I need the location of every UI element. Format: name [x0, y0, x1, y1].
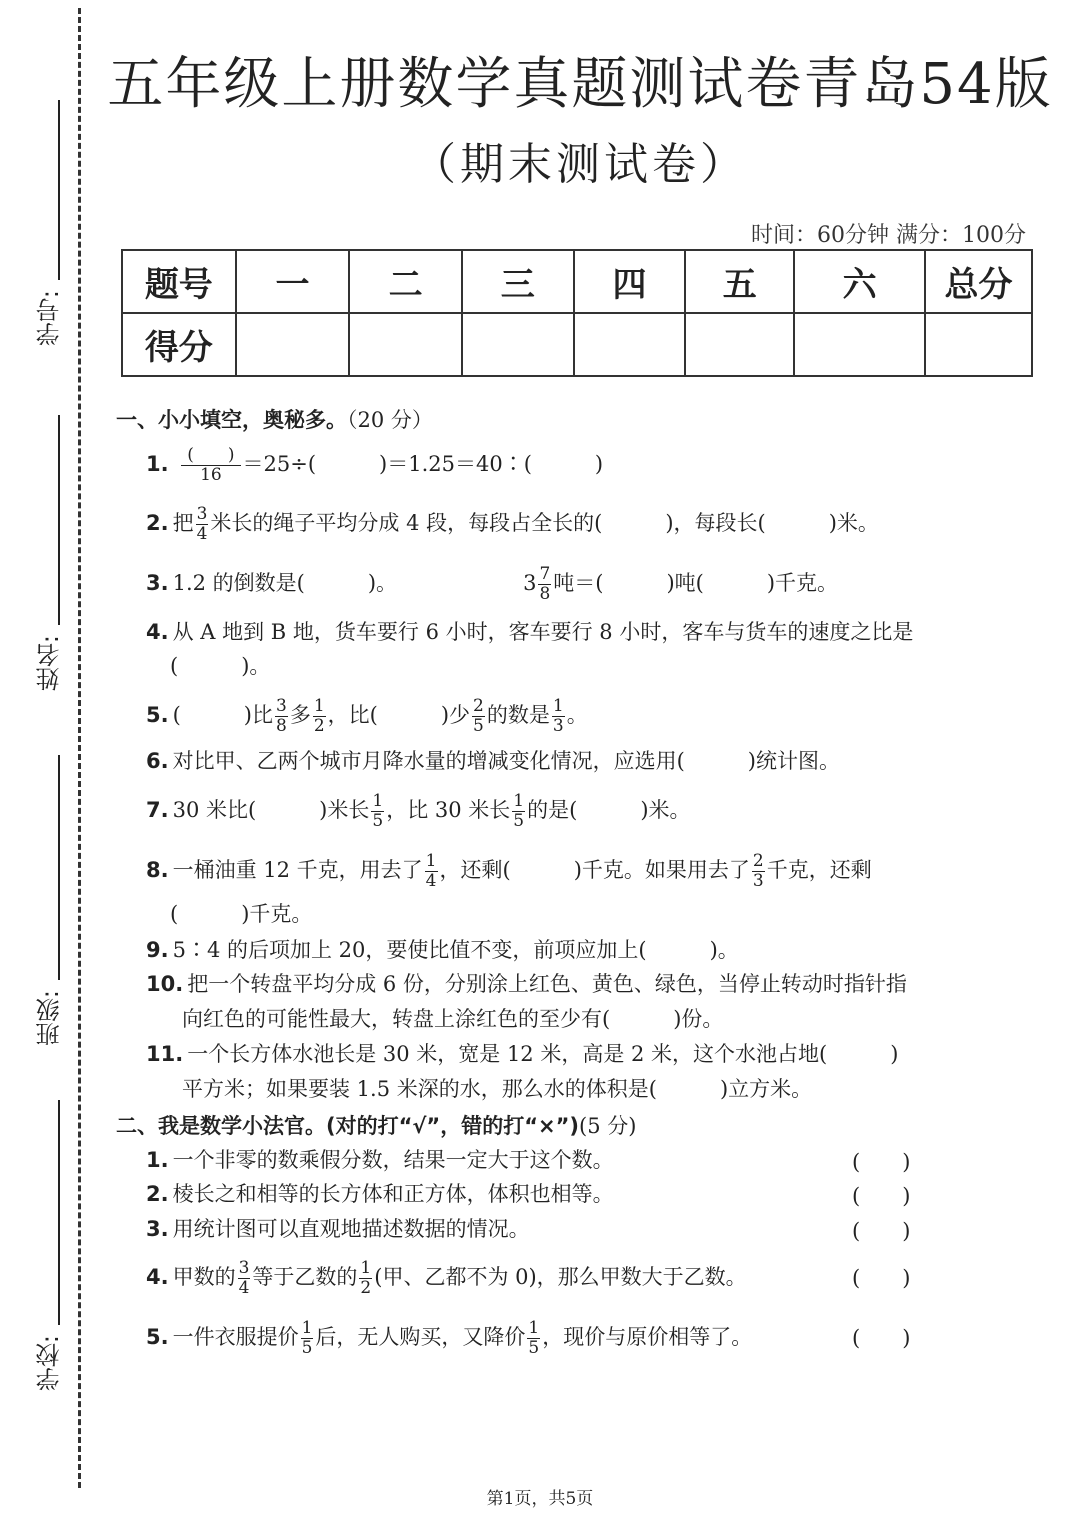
question-text: 的是( )米。 — [527, 798, 691, 822]
fraction-denominator: 8 — [275, 716, 287, 736]
fraction-numerator: 1 — [360, 1258, 372, 1278]
question-text: 从 A 地到 B 地，货车要行 6 小时，客车要行 8 小时，客车与货车的速度之比是 — [172, 620, 914, 644]
s1-question-9 — [146, 936, 739, 964]
question-number: 9. — [146, 938, 169, 962]
fraction-numerator: 3 — [196, 504, 208, 524]
fraction — [301, 1319, 314, 1358]
question-number: 2. — [146, 1182, 169, 1206]
fraction-denominator: 5 — [513, 811, 525, 831]
score-table — [121, 249, 1033, 377]
question-text: 一个长方体水池长是 30 米，宽是 12 米，高是 2 米，这个水池占地( ) — [187, 1042, 899, 1066]
fraction — [472, 697, 485, 736]
s1-question-4 — [146, 618, 913, 646]
name-line — [58, 415, 60, 625]
s2-question-1 — [146, 1146, 614, 1174]
question-number: 10. — [146, 972, 184, 996]
fraction-denominator: 5 — [301, 1338, 313, 1358]
page-subtitle: （期末测试卷） — [412, 139, 748, 190]
s2-question-2 — [146, 1180, 614, 1208]
answer-mark-3[interactable]: ( ) — [852, 1219, 911, 1243]
fraction — [527, 1319, 540, 1358]
question-text: 30 米比( )米长 — [172, 798, 370, 822]
s1-question-11-cont — [182, 1075, 812, 1103]
question-text: ，现价与原价相等了。 — [542, 1325, 753, 1349]
fraction-denominator: 4 — [238, 1278, 250, 1298]
s1-question-7 — [146, 792, 691, 831]
score-cell[interactable] — [925, 313, 1032, 376]
s1-question-8-cont — [170, 900, 312, 928]
fraction-denominator: 3 — [752, 871, 764, 891]
score-cell[interactable] — [574, 313, 686, 376]
s1-question-8 — [146, 852, 872, 891]
fraction-denominator: 2 — [360, 1278, 372, 1298]
section1-title: 一、小小填空，奥秘多。 — [116, 408, 347, 432]
question-text: 一个非零的数乘假分数，结果一定大于这个数。 — [172, 1148, 614, 1172]
question-text: 平方米；如果要装 1.5 米深的水，那么水的体积是( )立方米。 — [182, 1077, 813, 1101]
question-text: 一桶油重 12 千克，用去了 — [172, 858, 423, 882]
question-number: 4. — [146, 1265, 169, 1289]
question-number: 1. — [146, 452, 169, 476]
fraction-numerator: ( ) — [181, 446, 240, 466]
class-label: 班级: — [36, 990, 64, 1047]
question-text: 千克，还剩 — [766, 858, 872, 882]
fraction — [181, 446, 240, 485]
score-table-score-row — [122, 313, 1032, 376]
s1-question-3 — [146, 565, 838, 604]
fraction-denominator: 2 — [313, 716, 325, 736]
question-number: 5. — [146, 1325, 169, 1349]
question-text: 棱长之和相等的长方体和正方体，体积也相等。 — [172, 1182, 614, 1206]
question-number: 2. — [146, 511, 169, 535]
question-text: 甲数的 — [172, 1265, 236, 1289]
question-number: 4. — [146, 620, 169, 644]
question-text: ，比 30 米长 — [386, 798, 511, 822]
s1-question-11 — [146, 1040, 898, 1068]
fraction — [552, 697, 565, 736]
fraction — [238, 1259, 251, 1298]
fraction — [512, 792, 525, 831]
score-header-cell: 三 — [462, 250, 574, 313]
section1-heading — [116, 404, 433, 434]
fraction-denominator: 16 — [200, 465, 222, 485]
fraction-denominator: 4 — [196, 524, 208, 544]
s2-question-3 — [146, 1215, 530, 1243]
score-cell[interactable] — [685, 313, 794, 376]
s1-question-6 — [146, 747, 840, 775]
s1-question-2 — [146, 505, 879, 544]
answer-mark-2[interactable]: ( ) — [852, 1184, 911, 1208]
question-number: 11. — [146, 1042, 184, 1066]
student-number-label: 学号: — [36, 290, 64, 347]
s1-question-1 — [146, 446, 603, 485]
question-text: 的数是 — [486, 703, 550, 727]
section2-heading — [116, 1110, 636, 1140]
fraction-denominator: 5 — [473, 716, 484, 736]
question-text: 用统计图可以直观地描述数据的情况。 — [172, 1217, 530, 1241]
binding-dashed-line — [78, 8, 81, 1488]
question-text: ＝25÷( )＝1.25＝40∶( ) — [242, 452, 604, 476]
question-number: 3. — [146, 1217, 169, 1241]
question-text: ( )千克。 — [170, 902, 313, 926]
score-header-cell: 五 — [685, 250, 794, 313]
fraction-denominator: 3 — [552, 716, 564, 736]
answer-mark-1[interactable]: ( ) — [852, 1150, 911, 1174]
score-cell[interactable] — [236, 313, 350, 376]
question-number: 8. — [146, 858, 169, 882]
score-header-cell: 四 — [574, 250, 686, 313]
s1-question-10 — [146, 970, 907, 998]
score-header-cell: 题号 — [122, 250, 236, 313]
name-label: 姓名: — [36, 635, 64, 692]
fraction-numerator: 7 — [539, 564, 551, 584]
fraction — [196, 505, 209, 544]
score-cell[interactable] — [349, 313, 462, 376]
fraction — [752, 852, 765, 891]
section1-points: （20 分） — [347, 408, 433, 432]
question-text: 一件衣服提价 — [172, 1325, 299, 1349]
score-header-cell: 总分 — [925, 250, 1032, 313]
fraction — [538, 565, 551, 604]
fraction-numerator: 3 — [238, 1258, 250, 1278]
fraction-numerator: 1 — [425, 851, 437, 871]
fraction-numerator: 1 — [528, 1318, 540, 1338]
fraction-numerator: 2 — [752, 851, 764, 871]
question-text: 1.2 的倒数是( )。 — [172, 571, 398, 595]
question-text: ( )比 — [172, 703, 273, 727]
class-field[interactable] — [14, 755, 74, 1055]
fraction-numerator: 3 — [275, 696, 287, 716]
question-text: 对比甲、乙两个城市月降水量的增减变化情况，应选用( )统计图。 — [172, 749, 840, 773]
fraction-numerator: 1 — [301, 1318, 313, 1338]
score-header-cell: 六 — [794, 250, 925, 313]
s1-question-10-cont — [182, 1005, 723, 1033]
question-text: 米长的绳子平均分成 4 段，每段占全长的( )，每段长( )米。 — [210, 511, 879, 535]
question-text: ，还剩( )千克。如果用去了 — [439, 858, 750, 882]
fraction-denominator: 5 — [528, 1338, 540, 1358]
score-header-cell: 一 — [236, 250, 350, 313]
question-text: ( )。 — [170, 654, 271, 678]
question-text: (甲、乙都不为 0)，那么甲数大于乙数。 — [374, 1265, 747, 1289]
score-cell[interactable] — [462, 313, 574, 376]
s1-question-5 — [146, 697, 588, 736]
question-number: 5. — [146, 703, 169, 727]
fraction — [425, 852, 438, 891]
question-text: 向红色的可能性最大，转盘上涂红色的至少有( )份。 — [182, 1007, 724, 1031]
score-cell[interactable] — [794, 313, 925, 376]
fraction-numerator: 1 — [513, 791, 525, 811]
mixed-number-whole: 3 — [523, 571, 537, 595]
fraction-denominator: 4 — [425, 871, 437, 891]
s2-question-4 — [146, 1259, 747, 1298]
question-text: 多 — [289, 703, 311, 727]
score-row-label: 得分 — [122, 313, 236, 376]
s1-question-4-cont — [170, 652, 270, 680]
section2-title: 二、我是数学小法官。(对的打“√”，错的打“×”) — [116, 1114, 580, 1138]
score-header-cell: 二 — [349, 250, 462, 313]
fraction-numerator: 1 — [372, 791, 384, 811]
question-number: 3. — [146, 571, 169, 595]
question-text: ，比( )少 — [327, 703, 471, 727]
question-text: 把一个转盘平均分成 6 份，分别涂上红色、黄色、绿色，当停止转动时指针指 — [187, 972, 907, 996]
fraction-denominator: 8 — [539, 584, 551, 604]
fraction-numerator: 2 — [473, 696, 484, 716]
name-field[interactable] — [14, 415, 74, 705]
question-text: 等于乙数的 — [252, 1265, 358, 1289]
fraction — [275, 697, 288, 736]
page-footer: 第1页，共5页 — [486, 1489, 594, 1509]
answer-mark-4[interactable]: ( ) — [852, 1266, 911, 1290]
fraction-numerator: 1 — [313, 696, 325, 716]
question-text: 把 — [172, 511, 194, 535]
fraction-denominator: 5 — [372, 811, 384, 831]
section2-points: (5 分) — [579, 1114, 637, 1138]
page-title: 五年级上册数学真题测试卷青岛54版 — [107, 52, 1053, 117]
score-table-header-row — [122, 250, 1032, 313]
class-line — [58, 755, 60, 980]
question-text: 5∶4 的后项加上 20，要使比值不变，前项应加上( )。 — [172, 938, 739, 962]
question-number: 6. — [146, 749, 169, 773]
question-text: 吨＝( )吨( )千克。 — [553, 571, 839, 595]
question-number: 7. — [146, 798, 169, 822]
exam-meta: 时间：60分钟 满分：100分 — [751, 223, 1026, 248]
school-label: 学校: — [36, 1335, 64, 1392]
fraction — [359, 1259, 372, 1298]
question-text: 。 — [566, 703, 588, 727]
s2-question-5 — [146, 1319, 752, 1358]
answer-mark-5[interactable]: ( ) — [852, 1326, 911, 1350]
fraction — [371, 792, 384, 831]
fraction — [313, 697, 326, 736]
school-line — [58, 1100, 60, 1325]
fraction-numerator: 1 — [552, 696, 564, 716]
school-field[interactable] — [14, 1100, 74, 1400]
question-text: 后，无人购买，又降价 — [315, 1325, 526, 1349]
question-number: 1. — [146, 1148, 169, 1172]
